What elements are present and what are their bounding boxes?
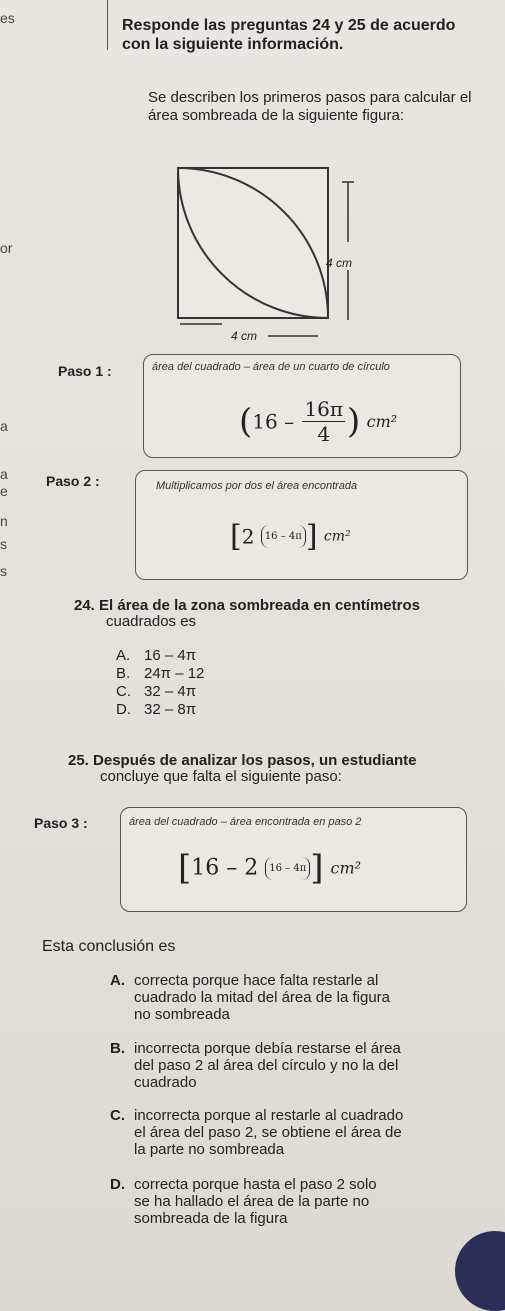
bottom-length-label: 4 cm bbox=[231, 329, 258, 343]
answer-label: C. bbox=[110, 1107, 125, 1124]
answer-line: incorrecta porque al restarle al cuadrado bbox=[134, 1107, 404, 1124]
answer-line: la parte no sombreada bbox=[134, 1141, 285, 1158]
step-2-box bbox=[135, 470, 468, 580]
answer-line: sombreada de la figura bbox=[134, 1210, 288, 1227]
side-fragment: or bbox=[0, 240, 13, 256]
answer-line: incorrecta porque debía restarse el área bbox=[134, 1040, 401, 1057]
step-1-label: Paso 1 : bbox=[58, 363, 112, 379]
option-label: C. bbox=[116, 683, 131, 700]
bracket-open: [ bbox=[178, 848, 192, 888]
step-3-caption: área del cuadrado – área encontrada en paso 2 bbox=[129, 816, 362, 828]
option-label: B. bbox=[116, 665, 131, 682]
side-fragment: a bbox=[0, 466, 8, 482]
formula-inner: 16 – 4π bbox=[265, 857, 310, 880]
option-label: A. bbox=[116, 647, 131, 664]
margin-line bbox=[107, 0, 108, 50]
description-line-2: área sombreada de la siguiente figura: bbox=[148, 107, 404, 124]
answer-b[interactable] bbox=[110, 1040, 456, 1091]
answer-line: no sombreada bbox=[134, 1006, 230, 1023]
question-25-line-2: concluye que falta el siguiente paso: bbox=[100, 768, 342, 785]
option-d[interactable] bbox=[116, 702, 196, 718]
step-2-formula bbox=[230, 519, 351, 554]
side-fragment: n bbox=[0, 513, 8, 529]
side-fragment: a bbox=[0, 418, 8, 434]
step-1-caption: área del cuadrado – área de un cuarto de círculo bbox=[152, 361, 390, 373]
description-line-1: Se describen los primeros pasos para calcular el bbox=[148, 89, 472, 106]
option-c[interactable] bbox=[116, 684, 196, 700]
option-text: 16 – 4π bbox=[144, 647, 197, 664]
bracket-open: [ bbox=[230, 519, 242, 554]
answer-line: del paso 2 al área del círculo y no la del bbox=[134, 1057, 399, 1074]
instruction-line-2: con la siguiente información. bbox=[122, 36, 344, 53]
formula-unit: cm² bbox=[366, 412, 398, 431]
side-fragment: s bbox=[0, 536, 7, 552]
step-2-label: Paso 2 : bbox=[46, 473, 100, 489]
answer-line: se ha hallado el área de la parte no bbox=[134, 1193, 370, 1210]
conclusion-prompt: Esta conclusión es bbox=[42, 938, 176, 955]
instruction-line-1: Responde las preguntas 24 y 25 de acuerdo bbox=[122, 17, 456, 34]
step-1-box bbox=[143, 354, 461, 458]
step-1-formula bbox=[239, 397, 397, 446]
answer-d[interactable] bbox=[110, 1176, 456, 1227]
step-3-box bbox=[120, 807, 467, 912]
paren-close: ) bbox=[347, 401, 361, 442]
question-24-line-1: 24. El área de la zona sombreada en centímetros bbox=[74, 597, 420, 614]
answer-line: correcta porque hasta el paso 2 solo bbox=[134, 1176, 377, 1193]
fraction-denominator: 4 bbox=[317, 422, 331, 446]
formula-term: 16 – bbox=[252, 409, 295, 434]
answer-label: D. bbox=[110, 1176, 125, 1193]
answer-label: A. bbox=[110, 972, 125, 989]
answer-a[interactable] bbox=[110, 972, 456, 1023]
option-text: 32 – 8π bbox=[144, 701, 197, 718]
step-2-caption: Multiplicamos por dos el área encontrada bbox=[156, 480, 358, 492]
formula-term: 2 bbox=[241, 524, 255, 549]
option-b[interactable] bbox=[116, 666, 204, 682]
formula-inner: 16 – 4π bbox=[261, 525, 306, 548]
answer-line: cuadrado la mitad del área de la figura bbox=[134, 989, 390, 1006]
option-label: D. bbox=[116, 701, 131, 718]
side-fragment: e bbox=[0, 483, 8, 499]
bracket-close: ] bbox=[310, 848, 324, 888]
option-text: 32 – 4π bbox=[144, 683, 197, 700]
answer-line: el área del paso 2, se obtiene el área de bbox=[134, 1124, 402, 1141]
formula-term: 16 – 2 bbox=[191, 855, 259, 881]
bracket-close: ] bbox=[305, 519, 318, 554]
option-a[interactable] bbox=[116, 648, 196, 664]
question-24-line-2: cuadrados es bbox=[106, 613, 197, 630]
square-outline bbox=[178, 168, 328, 318]
step-3-label: Paso 3 : bbox=[34, 815, 88, 831]
answer-label: B. bbox=[110, 1040, 125, 1057]
question-25-line-1: 25. Después de analizar los pasos, un estudiante bbox=[68, 752, 417, 769]
answer-c[interactable] bbox=[110, 1107, 456, 1158]
corner-shadow bbox=[455, 1231, 505, 1311]
side-fragment: s bbox=[0, 563, 7, 579]
fraction-numerator: 16π bbox=[304, 397, 344, 421]
formula-unit: cm² bbox=[330, 858, 362, 878]
step-3-formula bbox=[178, 848, 361, 888]
formula-unit: cm² bbox=[323, 528, 351, 545]
side-fragment: es bbox=[0, 10, 15, 26]
paren-open: ( bbox=[239, 401, 253, 442]
option-text: 24π – 12 bbox=[144, 665, 205, 682]
side-length-label: 4 cm bbox=[326, 256, 353, 270]
answer-line: cuadrado bbox=[134, 1074, 197, 1091]
answer-line: correcta porque hace falta restarle al bbox=[134, 972, 379, 989]
